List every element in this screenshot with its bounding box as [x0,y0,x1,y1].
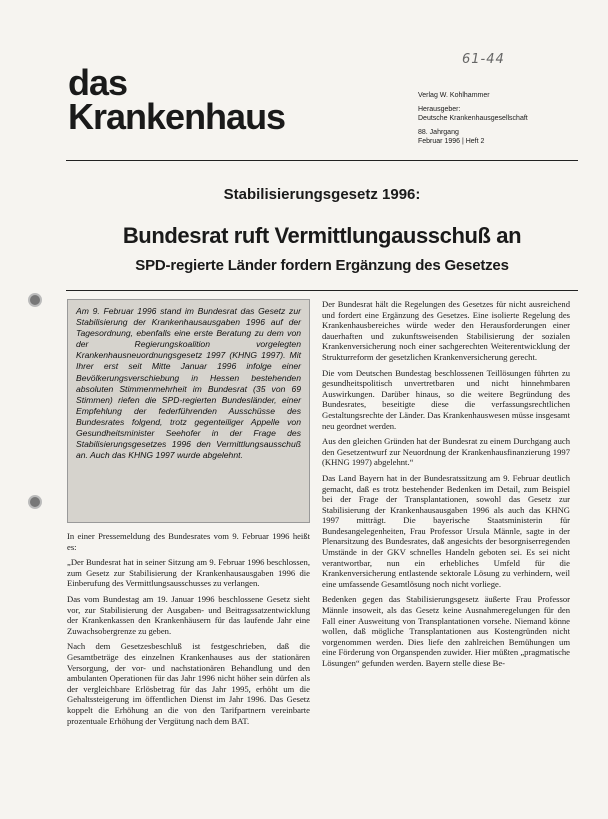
paragraph: Der Bundesrat hält die Regelungen des Gesetzes für nicht ausreichend und fordert eine Ergänzung des Gesetzes. Eine isolierte Regelung des Krankenhausbereiches würde weder den Herausforderungen einer dauerhaften und zukunftsweisenden Stabilisierung der sozialen Krankenversicherung noch einer sachgerechten Weiterentwicklung der Strukturreform der gesetzlichen Krankenversicherung gerecht. [322,299,570,362]
paragraph: Das Land Bayern hat in der Bundesratssitzung am 9. Februar deutlich gemacht, daß es trotz bestehender Bedenken im Detail, zum Beispiel bei der Frage der Transplantationen, sowohl das Gesetz zur Stabilisierung der Krankenhausausgaben 1996 als auch das KHNG 1997 mitträgt. Die bayerische Staatsministerin für Bundesangelegenheiten, Frau Professor Ursula Männle, sagte in der Plenarsitzung des Bundesrates, daß angesichts der besorgniserregenden Umstände in der GKV schnelles Handeln geboten sei. Es sei nicht verantwortbar, nun ein erhebliches Umfeld für die Krankenversicherung entlastende sektorale Lösung zu verhindern, weil eine umfassende Gesamtlösung noch nicht vorliege. [322,472,570,589]
journal-logo [68,62,286,137]
paragraph: Die vom Deutschen Bundestag beschlossenen Teillösungen führten zu gesundheitspolitisch unvertretbaren und nicht hinnehmbaren Auswirkungen. Darüber hinaus, so die weitere Begründung des Bundesrates, beseitigte diese die verfassungsrechtlichen Gestaltungsrechte der Länder. Das Krankenhauswesen müsse insgesamt neu geordnet werden. [322,367,570,431]
punch-hole-icon [28,293,42,307]
right-column [322,299,570,674]
header-divider [66,160,578,161]
article-headline: Bundesrat ruft Vermittlungausschuß an [122,223,522,248]
left-column [67,531,310,731]
volume: 88. Jahrgang [418,129,459,136]
paragraph: In einer Pressemeldung des Bundesrates vom 9. Februar 1996 heißt es: [67,531,310,552]
paragraph: Das vom Bundestag am 19. Januar 1996 beschlossene Gesetz sieht vor, zur Stabilisierung der Ausgaben- und Beitragssatzentwicklung der Krankenkassen den Krankenhäusern für das laufende Jahr eine Zuwachsobergrenze zu geben. [67,593,310,636]
article-abstract: Am 9. Februar 1996 stand im Bundesrat das Gesetz zur Stabilisierung der Krankenhausausgaben 1996 auf der Tagesordnung, ebenfalls eine erste Beratung zu dem von der Regierungskoalition vorgelegten Krankenhausneuordnungsgesetz 1997 (KHNG 1997). Mit Ihrer erst seit Mitte Januar 1996 infolge einer Bevölkerungsverschiebung in Hessen bestehenden absoluten Stimmenmehrheit im Bundesrat (35 von 69 Stimmen) riefen die SPD-regierten Bundesländer, einer Empfehlung der federführenden Ausschüsse des Bundesrates folgend, trotz gegenteiliger Appelle von Gesundheitsminister Seehofer in der Frage des Stabilisierungsgesetzes 1996 den Vermittlungsausschuß an. Auch das KHNG 1997 wurde abgelehnt. [67,299,310,523]
punch-hole-icon [28,495,42,509]
paragraph: Bedenken gegen das Stabilisierungsgesetz äußerte Frau Professor Männle insoweit, als das Gesetz keine Ausnahmeregelungen für den Fall einer Ausweitung von Transplantationen vorsehe. Niemand könne wollen, daß mögliche Transplantationen aus Kostengründen nicht vorgenommen werden. Dies liefe den zahlreichen Bemühungen um eine Förderung von Organspenden zuwider. Hier müßten „pragmatische Lösungen“ gefunden werden. Bayern stelle diese Be- [322,594,570,668]
issue: Februar 1996 | Heft 2 [418,138,485,145]
publication-info [418,91,598,146]
headline-divider [66,290,578,291]
editor-label: Herausgeber: [418,106,461,113]
article-kicker: Stabilisierungsgesetz 1996: [223,186,421,203]
logo-line-1: das [68,62,128,103]
paragraph: Nach dem Gesetzesbeschluß ist festgeschrieben, daß die Gesamtbeträge des einzelnen Krankenhauses aus der stationären Versorgung, der vor- und nachstationären Behandlung und den ambulanten Operationen für das Jahr 1996 nicht höher sein dürfen als der vergleichbare Erlösbetrag für das Jahr 1995, erhöht um die Gehaltssteigerung im öffentlichen Dienst im Jahr 1996. Das Gesetz koppelt die Erhöhung an die von den Tarifpartnern vereinbarte prozentuale Erhöhung der Vergütung nach dem BAT. [67,641,310,726]
handwritten-note: 61-44 [462,52,505,67]
paragraph: Aus den gleichen Gründen hat der Bundesrat zu einem Durchgang auch den Gesetzentwurf zur Neuordnung der Krankenhausfinanzierung 1997 (KHNG 1997) abgelehnt.“ [322,436,570,468]
editor: Deutsche Krankenhausgesellschaft [418,115,528,122]
article-subhead: SPD-regierte Länder fordern Ergänzung des Gesetzes [135,257,509,274]
logo-line-2: Krankenhaus [68,96,286,137]
publisher: Verlag W. Kohlhammer [418,92,490,99]
paragraph: „Der Bundesrat hat in seiner Sitzung am 9. Februar 1996 beschlossen, zum Gesetz zur Stabilisierung der Krankenhausausgaben 1996 die Einberufung des Vermittlungsausschusses zu verlangen. [67,557,310,589]
